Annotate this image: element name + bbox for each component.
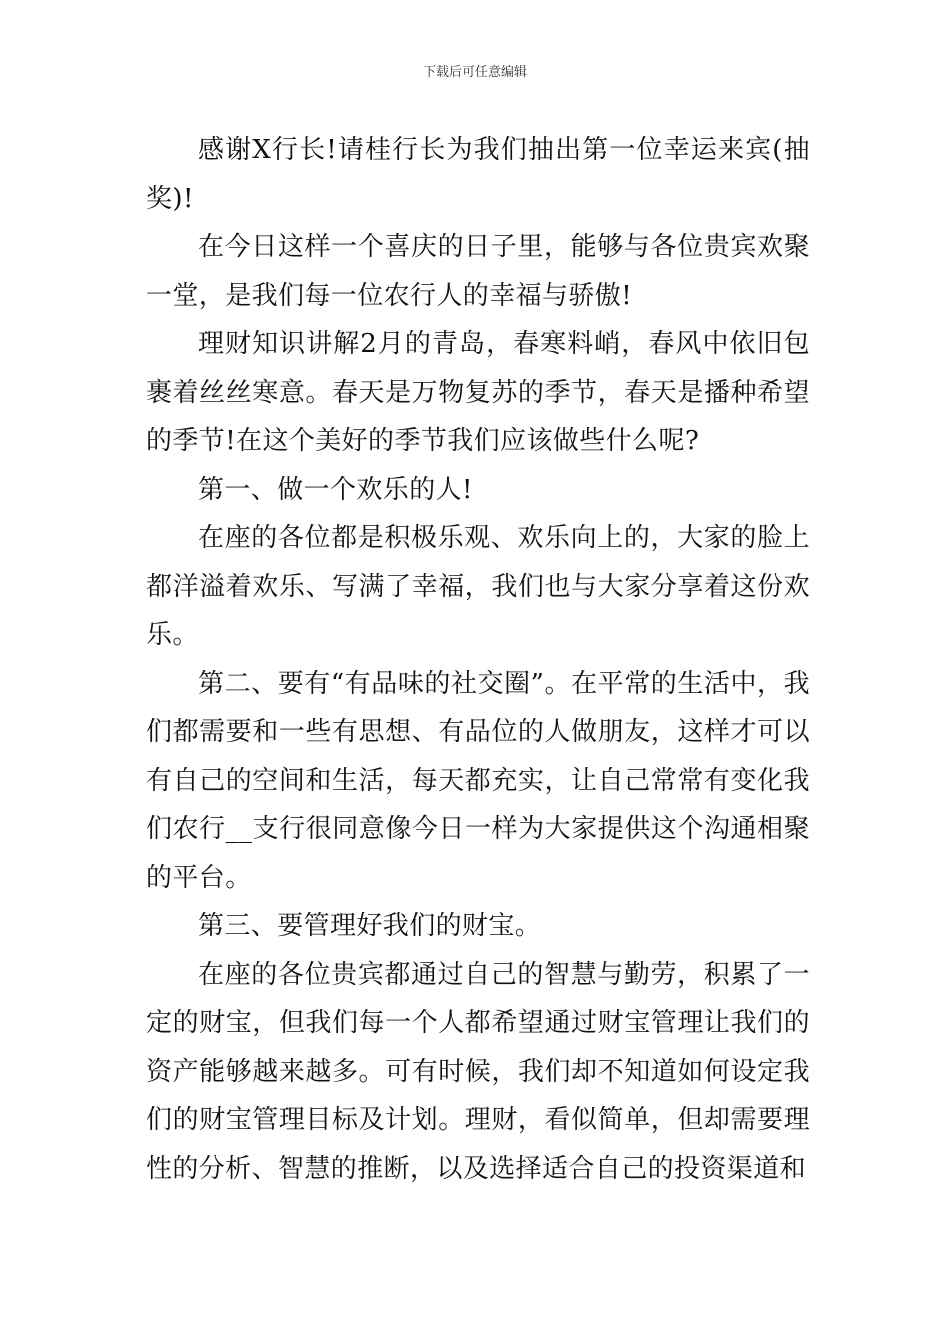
paragraph-welcome: 在今日这样一个喜庆的日子里，能够与各位贵宾欢聚一堂，是我们每一位农行人的幸福与骄傲! (146, 232, 810, 311)
paragraph-point-two: 第二、要有“有品味的社交圈”。在平常的生活中，我们都需要和一些有思想、有品位的人做朋友，这样才可以有自己的空间和生活，每天都充实，让自己常常有变化我们农行__支行很同意像今日一样为大家提供这个沟通相聚的平台。 (146, 668, 810, 893)
paragraph-spring: 理财知识讲解2月的青岛，春寒料峭，春风中依旧包裹着丝丝寒意。春天是万物复苏的季节，春天是播种希望的季节!在这个美好的季节我们应该做些什么呢? (146, 329, 810, 456)
paragraph-wealth: 在座的各位贵宾都通过自己的智慧与勤劳，积累了一定的财宝，但我们每一个人都希望通过财宝管理让我们的资产能够越来越多。可有时候，我们却不知道如何设定我们的财宝管理目标及计划。理财，看似简单，但却需要理性的分析、智慧的推断，以及选择适合自己的投资渠道和 (146, 959, 810, 1184)
paragraph-point-one: 第一、做一个欢乐的人! (198, 474, 473, 505)
paragraph-point-three: 第三、要管理好我们的财宝。 (198, 911, 542, 941)
paragraph-happiness: 在座的各位都是积极乐观、欢乐向上的，大家的脸上都洋溢着欢乐、写满了幸福，我们也与大家分享着这份欢乐。 (146, 523, 810, 650)
document-body (146, 126, 810, 1193)
paragraph-thanks: 感谢X行长!请桂行长为我们抽出第一位幸运来宾(抽奖)! (146, 135, 810, 214)
header-note: 下载后可任意编辑 (422, 65, 527, 80)
